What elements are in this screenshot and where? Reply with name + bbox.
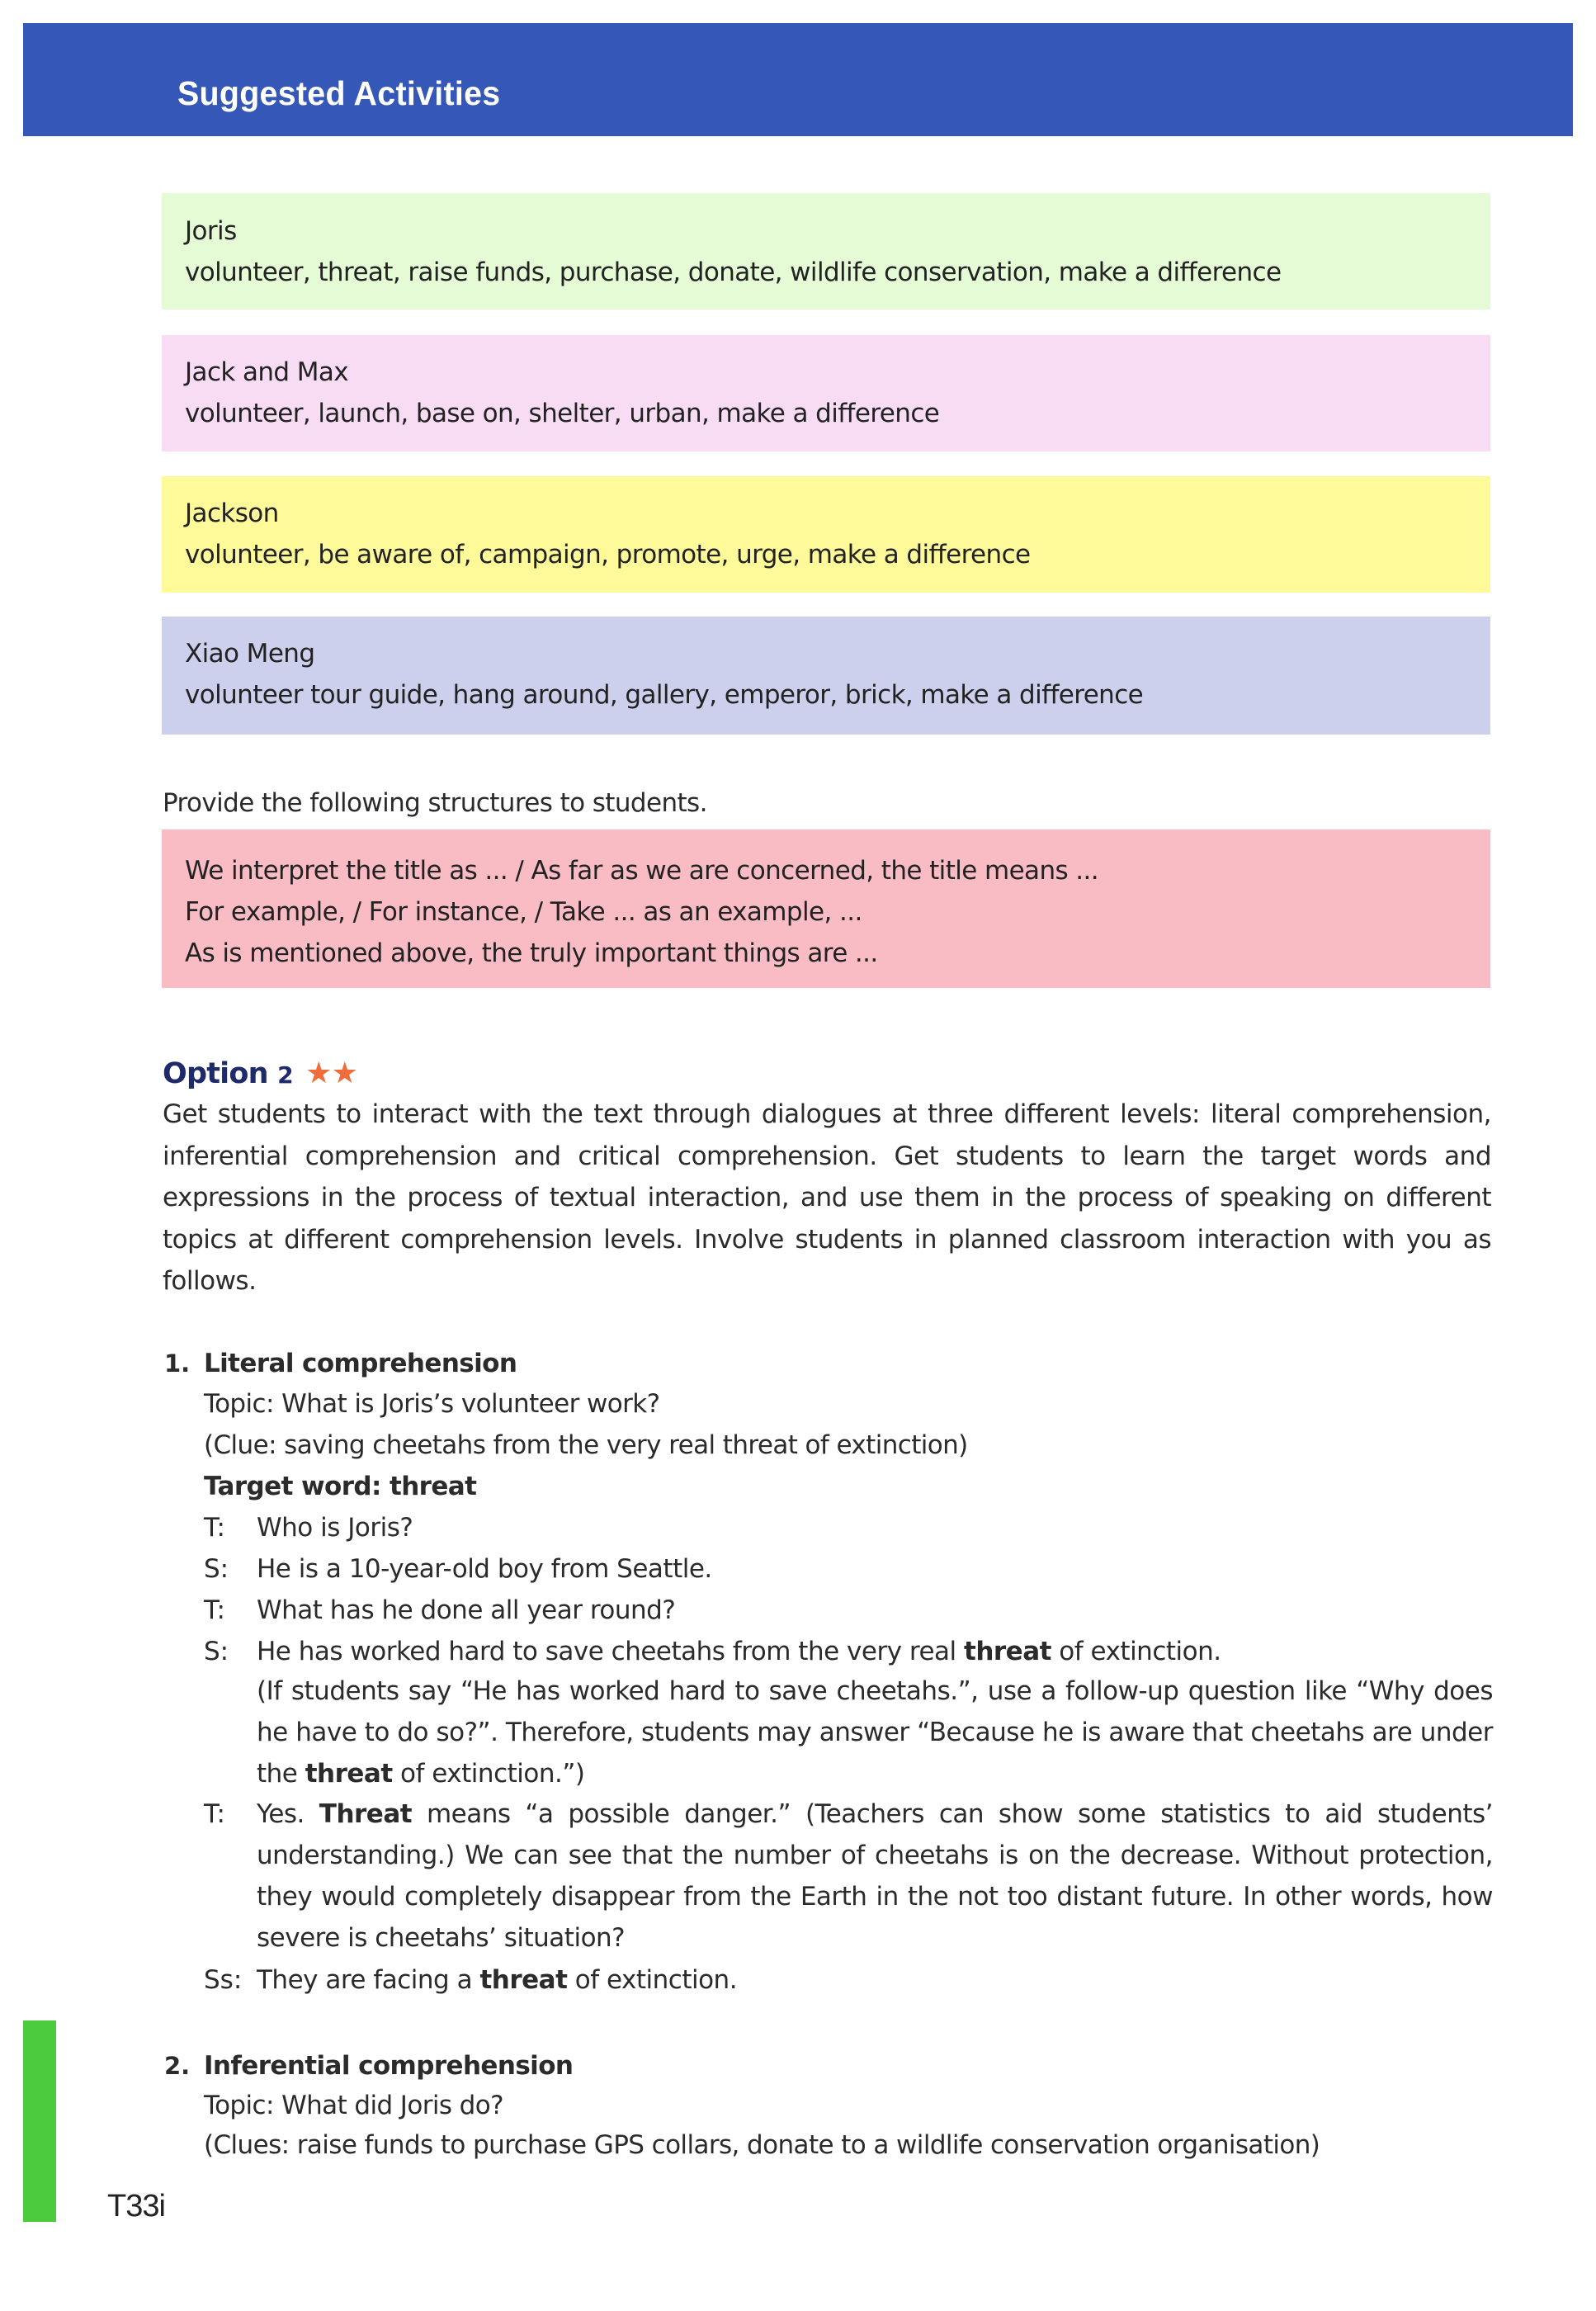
speaker-label: T:	[204, 1595, 225, 1625]
dialogue-text: of extinction.	[1051, 1637, 1221, 1666]
vocab-box-jack-and-max	[162, 335, 1490, 451]
dialogue-line	[257, 1548, 1493, 1590]
vocab-box-xiao-meng	[162, 617, 1490, 735]
dialogue-line	[257, 1959, 1493, 2001]
difficulty-stars-icon: ★★	[305, 1056, 358, 1090]
structures-intro: Provide the following structures to students.	[163, 788, 707, 818]
option-number: 2	[277, 1061, 293, 1089]
target-word-highlight: threat	[964, 1637, 1051, 1666]
section-clue: (Clues: raise funds to purchase GPS collars, donate to a wildlife conservation organisation)	[204, 2130, 1320, 2160]
dialogue-text: Who is Joris?	[257, 1513, 413, 1543]
dialogue-line	[257, 1590, 1493, 1631]
section-header-banner	[23, 23, 1573, 136]
section-topic: Topic: What did Joris do?	[204, 2091, 503, 2120]
speaker-label: T:	[204, 1799, 225, 1829]
vocab-box-terms: volunteer, be aware of, campaign, promote, urge, make a difference	[185, 540, 1031, 569]
speaker-label: S:	[204, 1637, 229, 1666]
page-accent-strip	[23, 2020, 56, 2222]
dialogue-note	[257, 1671, 1493, 1794]
dialogue-text: Yes.	[257, 1799, 319, 1829]
dialogue-text: of extinction.”)	[392, 1759, 585, 1789]
section-heading: Inferential comprehension	[204, 2051, 574, 2081]
option-description: Get students to interact with the text through dialogues at three different levels: literal comprehension, inferential comprehension and critical comprehension. Get students to learn the target words and expressions in the process of textual interaction, and use them in the process of speaking on different topics at different comprehension levels. Involve students in planned classroom interaction with you as follows.	[163, 1099, 1491, 1296]
vocab-box-terms: volunteer tour guide, hang around, gallery, emperor, brick, make a difference	[185, 680, 1144, 710]
dialogue-line	[257, 1794, 1493, 1959]
vocab-box-jackson	[162, 476, 1490, 593]
page-number: T33i	[107, 2189, 165, 2224]
structures-box	[162, 829, 1490, 988]
section-number: 2.	[164, 2052, 191, 2080]
vocab-box-name: Jackson	[185, 499, 279, 528]
structure-line: As is mentioned above, the truly important things are ...	[185, 938, 878, 968]
dialogue-line	[257, 1631, 1493, 1672]
structure-line: We interpret the title as ... / As far as we are concerned, the title means ...	[185, 856, 1099, 886]
dialogue-text: What has he done all year round?	[257, 1595, 676, 1625]
dialogue-text: They are facing a	[257, 1965, 480, 1995]
dialogue-text: He has worked hard to save cheetahs from the very real	[257, 1637, 964, 1666]
target-word: Target word: threat	[204, 1472, 477, 1501]
section-number: 1.	[164, 1349, 191, 1378]
speaker-label: Ss:	[204, 1965, 243, 1995]
dialogue-line	[257, 1507, 1493, 1548]
section-clue: (Clue: saving cheetahs from the very real threat of extinction)	[204, 1430, 968, 1460]
vocab-box-terms: volunteer, threat, raise funds, purchase, donate, wildlife conservation, make a difference	[185, 258, 1282, 287]
section-topic: Topic: What is Joris’s volunteer work?	[204, 1389, 660, 1419]
speaker-label: S:	[204, 1554, 229, 1584]
vocab-box-joris	[162, 193, 1490, 310]
target-word-highlight: Threat	[319, 1799, 413, 1829]
dialogue-text: (If students say “He has worked hard to save cheetahs.”, use a follow-up question like “Why does he have to do so?”. Therefore, students may answer “Because he is aware that cheetahs are under the	[257, 1676, 1493, 1789]
vocab-box-name: Xiao Meng	[185, 639, 315, 669]
section-heading: Literal comprehension	[204, 1349, 517, 1378]
vocab-box-terms: volunteer, launch, base on, shelter, urban, make a difference	[185, 399, 940, 428]
section-title: Suggested Activities	[177, 74, 501, 112]
structure-line: For example, / For instance, / Take ... as an example, ...	[185, 897, 862, 927]
dialogue-text: He is a 10-year-old boy from Seattle.	[257, 1554, 712, 1584]
target-word-highlight: threat	[479, 1965, 568, 1995]
speaker-label: T:	[204, 1513, 225, 1543]
option-heading	[163, 1056, 357, 1090]
target-word-highlight: threat	[305, 1759, 393, 1789]
option-label: Option	[163, 1057, 268, 1090]
dialogue-text: of extinction.	[567, 1965, 738, 1995]
dialogue-text: means “a possible danger.” (Teachers can show some statistics to aid students’ understanding.) We can see that the number of cheetahs is on the decrease. Without protection, they would completely disappear from the Earth in the not too distant future. In other words, how severe is cheetahs’ situation?	[257, 1799, 1494, 1953]
vocab-box-name: Jack and Max	[185, 357, 349, 387]
vocab-box-name: Joris	[185, 216, 237, 246]
